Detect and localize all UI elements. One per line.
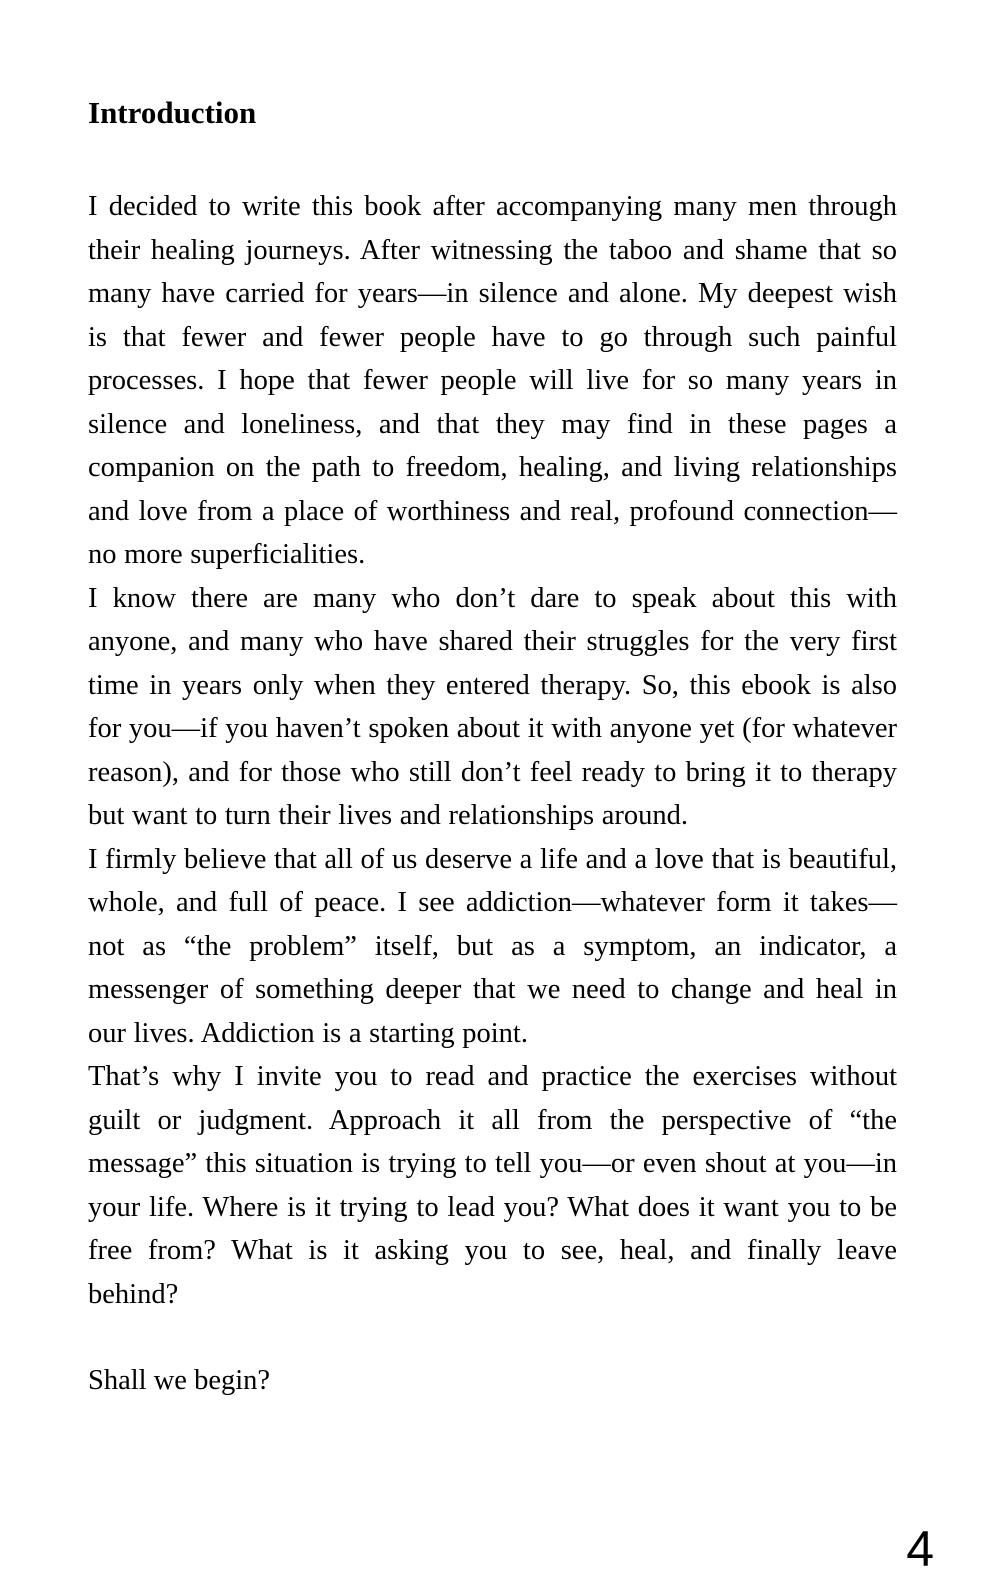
paragraph: I know there are many who don’t dare to speak about this with anyone, and many who have shared their struggles for the very first time in years only when they entered therapy. So, this ebook is also for you—if you haven’t spoken about it with anyone yet (for whatever reason), and for those who still don’t feel ready to bring it to therapy but want to turn their lives and relationships around.	[88, 582, 897, 832]
body-text	[88, 185, 897, 1316]
closing-line: Shall we begin?	[88, 1365, 271, 1397]
section-heading: Introduction	[88, 95, 257, 130]
page-content	[88, 96, 897, 1403]
page-number: 4	[906, 1521, 934, 1577]
paragraph: That’s why I invite you to read and practice the exercises without guilt or judgment. Approach it all from the perspective of “the message” this situation is trying to tell you—or even shout at you—in your life. Where is it trying to lead you? What does it want you to be free from? What is it asking you to see, heal, and finally leave behind?	[88, 1061, 897, 1310]
paragraph: I firmly believe that all of us deserve a life and a love that is beautiful, whole, and full of peace. I see addiction—whatever form it takes—not as “the problem” itself, but as a symptom, an indicator, a messenger of something deeper that we need to change and heal in our lives. Addiction is a starting point.	[88, 843, 897, 1049]
paragraph: I decided to write this book after accompanying many men through their healing journeys. After witnessing the taboo and shame that so many have carried for years—in silence and alone. My deepest wish is that fewer and fewer people have to go through such painful processes. I hope that fewer people will live for so many years in silence and loneliness, and that they may find in these pages a companion on the path to freedom, healing, and living relationships and love from a place of worthiness and real, profound connection—no more superficialities.	[88, 191, 897, 571]
